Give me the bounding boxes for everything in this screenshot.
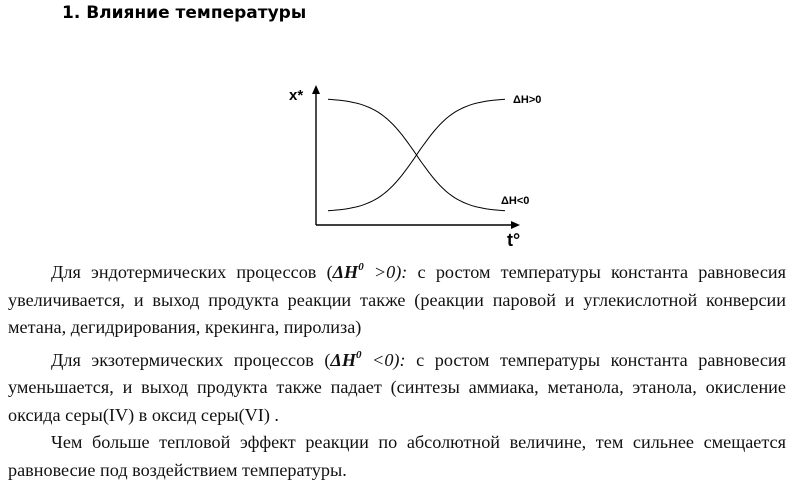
legend-endothermic: ΔH>0 [513, 94, 542, 106]
series-line-exothermic [328, 99, 505, 210]
body-text [8, 254, 786, 484]
enthalpy-formula: $\Delta H^0 <0$): [330, 348, 406, 370]
paragraph-exothermic: Для экзотермических процессов $(\Delta H^0 <0)$: с ростом температуры константа равновесия уменьшается, и выход продукта также падает (синтезы аммиака, метанола, этанола, окисление оксида серы(IV) в оксид серы(VI) . [8, 348, 787, 425]
paragraph-conclusion: Чем больше тепловой эффект реакции по абсолютной величине, тем сильнее смещается равновесие под воздействием температуры. [8, 432, 786, 480]
y-axis-arrow [312, 85, 320, 94]
temperature-equilibrium-chart [283, 80, 563, 250]
section-heading: 1. Влияние температуры [62, 3, 307, 23]
enthalpy-formula: $\Delta H^0 >0$): [332, 261, 408, 282]
paragraph-endothermic: Для эндотермических процессов $(\Delta H^0 >0)$: с ростом температуры константа равновесия увеличивается, и выход продукта реакции также (реакции паровой и углекислотной конверсии метана, дегидрирования, крекинга, пиролиза) [8, 261, 786, 337]
legend-exothermic: ΔH<0 [501, 195, 530, 207]
x-axis-label: t° [507, 230, 521, 250]
y-axis-label: x* [289, 87, 304, 104]
x-axis-arrow [511, 221, 520, 229]
